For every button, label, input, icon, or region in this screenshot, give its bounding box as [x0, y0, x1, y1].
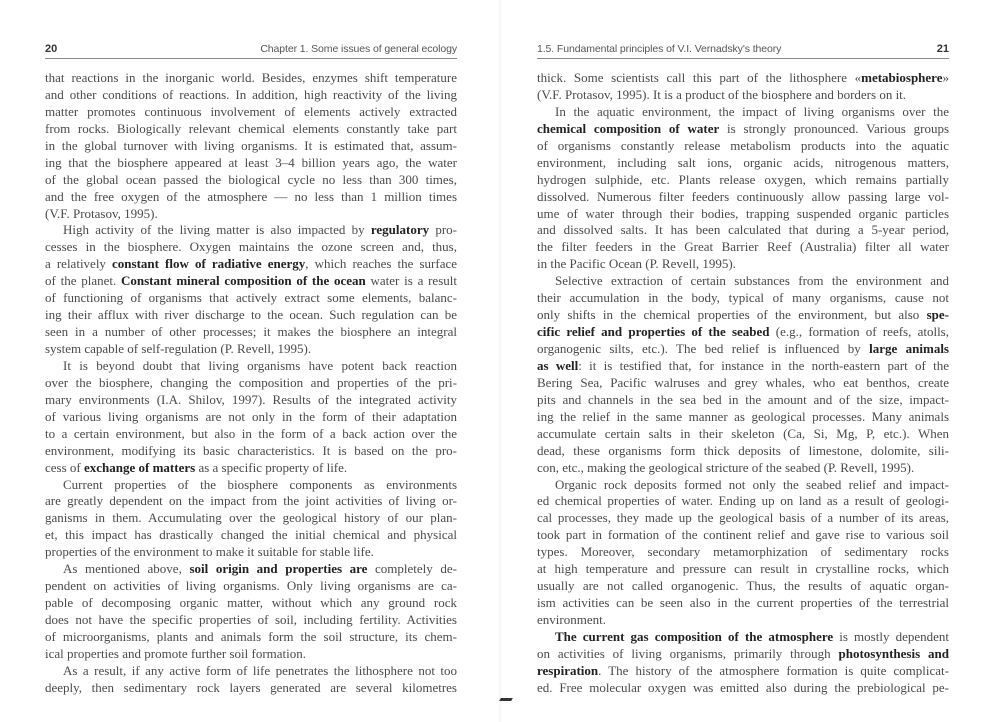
text-run: mary environments (I.A. Shilov, 1997). Results of the integrated activity [45, 391, 457, 407]
text-line [537, 527, 949, 544]
text-line [45, 121, 457, 138]
text-run: ed. Free molecular oxygen was emitted also during the prebiological pe- [537, 679, 949, 695]
text-line [45, 324, 457, 341]
text-line [537, 578, 949, 595]
text-line [537, 239, 949, 256]
text-run: environment, modifying its basic characteristics. It is based on the pro- [45, 442, 457, 458]
text-run: of functioning of organisms that actively extract some elements, balanc- [45, 290, 457, 306]
text-run: (V.F. Protasov, 1995). [45, 205, 158, 221]
text-line [537, 104, 949, 121]
text-line [45, 561, 457, 578]
text-run: ed chemical properties of water. Ending up on land as a result of geologi- [537, 493, 949, 509]
running-head: Chapter 1. Some issues of general ecology [260, 43, 457, 55]
running-head: 1.5. Fundamental principles of V.I. Vernadsky's theory [537, 43, 782, 55]
text-run: environment. [537, 612, 606, 627]
text-line [45, 578, 457, 595]
text-line [537, 138, 949, 155]
text-run: that reactions in the inorganic world. Besides, enzymes shift temperature [45, 70, 457, 85]
text-run: their accumulation in the body, typical of many organisms, cause not [537, 290, 949, 306]
text-run: thick. Some scientists call this part of the lithosphere « [537, 70, 862, 85]
text-run: on activities of living organisms, primarily through [537, 645, 839, 661]
right-page-body [537, 70, 949, 697]
text-line [537, 409, 949, 426]
text-line [537, 256, 949, 273]
text-line [45, 222, 457, 239]
text-run: seen in a number of other processes; it makes the biosphere an integral [45, 324, 457, 340]
page-number: 20 [45, 43, 58, 55]
text-line [537, 206, 949, 223]
text-run: in the global turnover with living organisms. It is estimated that, assum- [45, 137, 457, 153]
left-page-body [45, 70, 457, 697]
text-run: , which reaches the surface [305, 256, 457, 272]
text-line [537, 443, 949, 460]
text-line [537, 663, 949, 680]
text-line [537, 189, 949, 206]
bold-term: metabiosphere [861, 70, 943, 85]
text-line [45, 256, 457, 273]
text-line [537, 392, 949, 409]
text-line [45, 527, 457, 544]
bold-term: respiration [537, 662, 599, 678]
text-run: In the aquatic environment, the impact of living organisms over the [555, 103, 949, 119]
text-line [45, 460, 457, 477]
text-line [45, 239, 457, 256]
text-line [537, 290, 949, 307]
text-run: as a specific property of life. [195, 459, 348, 475]
text-line [45, 206, 457, 223]
bold-term: as well [537, 357, 579, 373]
text-line [537, 307, 949, 324]
text-run: completely de- [367, 561, 457, 577]
text-run: from rocks. Biologically relevant chemical elements constantly take part [45, 120, 457, 136]
text-run: are greatly dependent on the impact from the joint activities of living or- [45, 493, 457, 509]
book-gutter [499, 0, 501, 722]
text-line [45, 138, 457, 155]
text-run: properties of the environment to make it suitable for stable life. [45, 544, 374, 560]
text-run: ume of water through their bodies, trapping suspended organic particles [537, 205, 949, 221]
text-run: Organic rock deposits formed not only the seabed relief and impact- [555, 476, 949, 492]
left-page [45, 0, 457, 722]
text-line [537, 460, 949, 477]
text-line [45, 612, 457, 629]
text-run: : it is testified that, for instance in the north-eastern part of the [578, 357, 949, 373]
bold-term: cific relief and properties of the seabed [537, 324, 770, 340]
text-run: cesses in the biosphere. Oxygen maintains the ozone screen and, thus, [45, 239, 457, 255]
text-line [537, 612, 949, 629]
text-line [45, 290, 457, 307]
text-run: took part in formation of the continent relief and gave rise to various soil [537, 527, 949, 543]
text-run: over the biosphere, changing the composition and properties of the pri- [45, 374, 457, 390]
text-run: of the planet. [45, 273, 121, 289]
text-run: It is beyond doubt that living organisms have potent back reaction [63, 357, 457, 373]
text-line [45, 443, 457, 460]
text-run: types. Moreover, secondary metamorphization of sedimentary rocks [537, 544, 949, 560]
text-run: (V.F. Protasov, 1995). It is a product of the biosphere and borders on it. [537, 86, 907, 102]
right-page-header [537, 41, 949, 59]
text-run: is strongly pronounced. Various groups [719, 120, 949, 136]
text-run: only shifts in the chemical properties of the environment, but also [537, 307, 927, 323]
text-run: of the global ocean passed the biological cycle no less than 300 times, [45, 171, 457, 187]
text-line [537, 680, 949, 697]
text-line [537, 426, 949, 443]
bold-term: Constant mineral composition of the ocean [121, 273, 366, 289]
text-run: cal processes, they made up the geological basis of a number of its areas, [537, 510, 949, 526]
text-run: con, etc., making the geological stricture of the seabed (P. Revell, 1995). [537, 459, 915, 475]
text-run: of various living organisms are not only in the form of their adaptation [45, 408, 457, 424]
text-line [45, 680, 457, 697]
text-line [45, 307, 457, 324]
text-line [537, 646, 949, 663]
text-line [45, 595, 457, 612]
text-line [45, 172, 457, 189]
text-run: usually are not called organogenic. Thus, the results of aquatic organ- [537, 578, 949, 594]
text-line [537, 510, 949, 527]
text-line [537, 273, 949, 290]
text-run: cess of [45, 459, 84, 475]
text-line [45, 646, 457, 663]
text-line [537, 324, 949, 341]
text-run: pits and channels in the sea bed in the amount and of the size, impact- [537, 391, 949, 407]
text-line [45, 426, 457, 443]
text-line [45, 493, 457, 510]
text-run: » [942, 70, 949, 85]
text-run: dead, these organisms form thick deposits of limestone, dolomite, sili- [537, 442, 949, 458]
text-run: is mostly dependent [833, 628, 949, 644]
text-run: As a result, if any active form of life penetrates the lithosphere not too [63, 662, 457, 678]
text-line [45, 341, 457, 358]
text-run: ing the relief in the same manner as geological processes. Many animals [537, 408, 949, 424]
text-run: in the Pacific Ocean (P. Revell, 1995). [537, 256, 736, 272]
bold-term: photosynthesis and [838, 645, 949, 661]
right-page [537, 0, 949, 722]
text-line [45, 392, 457, 409]
text-line [45, 273, 457, 290]
text-run: matter promotes continuous involvement of elements actively extracted [45, 103, 457, 119]
text-line [45, 358, 457, 375]
text-run: deeply, then sedimentary rock layers generated are several kilometres [45, 679, 457, 695]
text-run: and the free oxygen of the atmosphere — no less than 1 million times [45, 188, 457, 204]
text-run: and other conditions of reactions. In addition, high reactivity of the living [45, 86, 457, 102]
text-line [45, 155, 457, 172]
text-line [537, 375, 949, 392]
text-run: pendent on activities of living organisms. Only living organisms are ca- [45, 578, 457, 594]
text-line [537, 561, 949, 578]
text-line [537, 172, 949, 189]
text-line [45, 70, 457, 87]
text-run: dissolved. Numerous filter feeders continuously allow passing large vol- [537, 188, 949, 204]
text-line [537, 595, 949, 612]
bold-term: The current gas composition of the atmosphere [555, 628, 834, 644]
text-run: (e.g., formation of reefs, atolls, [769, 324, 949, 340]
bold-term: spe- [926, 307, 949, 323]
text-line [537, 358, 949, 375]
text-run: and dissolved salts. It has been calculated that during a 5-year period, [537, 222, 949, 238]
text-run: ing that the biosphere appeared at least 3–4 billion years ago, the water [45, 154, 457, 170]
text-run: does not have the specific properties of soil, including fertility. Activities [45, 612, 457, 627]
text-line [537, 155, 949, 172]
text-line [45, 189, 457, 206]
text-run: at high temperature and pressure can result in crystalline rocks, which [537, 561, 949, 577]
text-line [45, 87, 457, 104]
bold-term: large animals [869, 341, 949, 356]
text-run: the filter feeders in the Great Barrier Reef (Australia) filter all water [537, 239, 949, 255]
bold-term: regulatory [370, 222, 430, 238]
text-run: et, this impact has drastically changed the initial chemical and physical [45, 527, 457, 543]
text-run: ganisms in them. Accumulating over the geological history of our plan- [45, 510, 457, 526]
text-run: organogenic silts, etc.). The bed relief is influenced by [537, 341, 870, 356]
text-line [537, 70, 949, 87]
text-run: pable of decomposing organic matter, without which any ground rock [45, 595, 457, 611]
text-run: ism activities can be seen also in the current properties of the terrestrial [537, 595, 949, 611]
scan-mark [499, 698, 513, 701]
page-number: 21 [936, 43, 949, 55]
text-line [45, 409, 457, 426]
text-run: system capable of self-regulation (P. Revell, 1995). [45, 341, 312, 356]
text-run: of microorganisms, plants and animals form the soil structure, its chem- [45, 628, 457, 644]
text-line [45, 629, 457, 646]
text-line [45, 477, 457, 494]
text-line [45, 663, 457, 680]
text-run: water is a result [365, 273, 457, 289]
text-run: accumulate certain salts in their skeleton (Ca, Si, Mg, P, etc.). When [537, 425, 949, 441]
text-line [537, 477, 949, 494]
text-run: of organisms constantly release metabolism products into the aquatic [537, 137, 949, 153]
text-line [45, 375, 457, 392]
text-run: environment, including salt ions, organic acids, nitrogenous matters, [537, 154, 949, 170]
text-run: ing their afflux with river discharge to the ocean. Such regulation can be [45, 307, 457, 323]
text-run: . The history of the atmosphere formation is quite complicat- [598, 662, 949, 678]
text-line [537, 544, 949, 561]
text-run: As mentioned above, [63, 561, 190, 577]
text-line [537, 629, 949, 646]
text-line [537, 341, 949, 358]
text-run: ical properties and promote further soil formation. [45, 645, 307, 661]
text-run: a relatively [45, 256, 113, 272]
bold-term: constant flow of radiative energy [112, 256, 306, 272]
text-line [45, 510, 457, 527]
text-line [537, 121, 949, 138]
text-run: to a certain environment, but also in the form of a back action over the [45, 425, 457, 441]
bold-term: exchange of matters [84, 459, 196, 475]
text-line [537, 222, 949, 239]
left-page-header [45, 41, 457, 59]
text-run: pro- [429, 222, 457, 238]
bold-term: soil origin and properties are [189, 561, 368, 577]
text-line [537, 493, 949, 510]
text-run: Selective extraction of certain substances from the environment and [555, 273, 949, 289]
text-line [45, 104, 457, 121]
text-run: hydrogen sulphide, etc. Plants release oxygen, which remains partially [537, 171, 949, 187]
text-line [45, 544, 457, 561]
text-line [537, 87, 949, 104]
text-run: Bering Sea, Pacific walruses and grey whales, who eat benthos, create [537, 374, 949, 390]
text-run: High activity of the living matter is also impacted by [63, 222, 371, 238]
text-run: Current properties of the biosphere components as environments [63, 476, 457, 492]
bold-term: chemical composition of water [537, 120, 720, 136]
